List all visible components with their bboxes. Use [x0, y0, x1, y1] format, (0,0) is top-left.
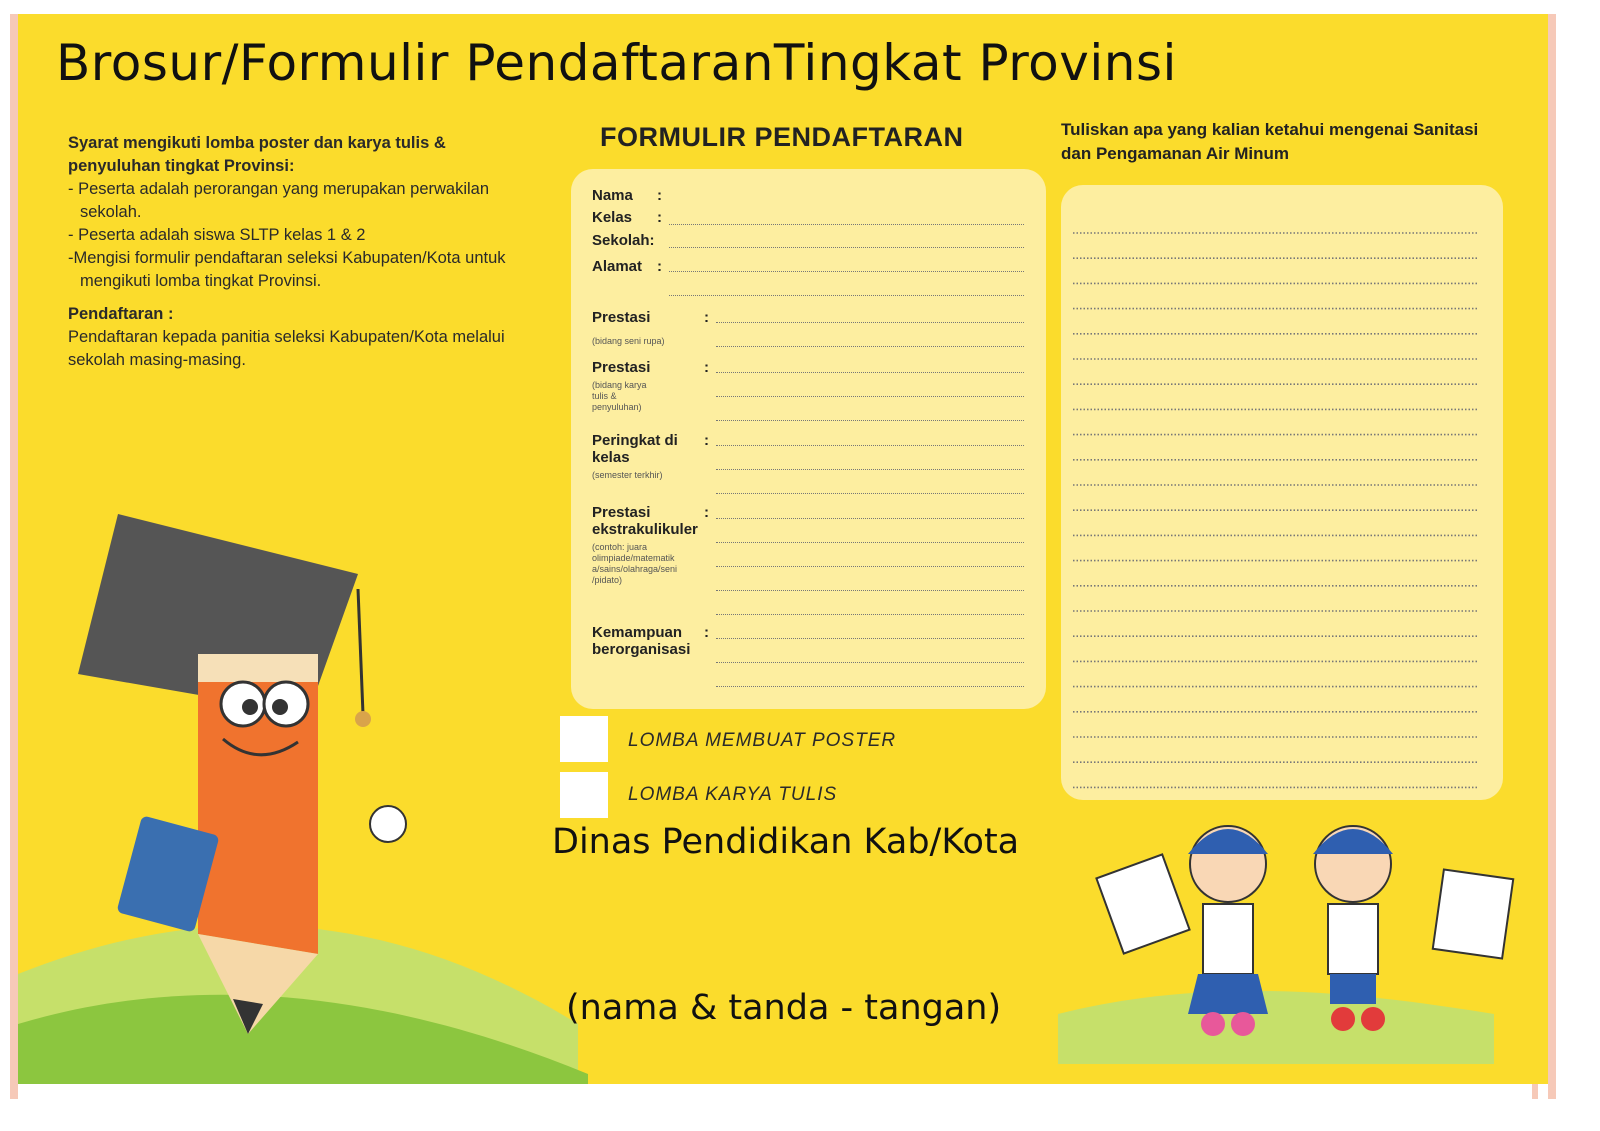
- field-label-sekolah: Sekolah:: [592, 232, 655, 249]
- peringkat-input-line[interactable]: [716, 445, 1024, 446]
- field-label-ekstra: [592, 504, 707, 586]
- registration-heading: Pendaftaran :: [68, 305, 174, 323]
- colon: :: [704, 624, 709, 641]
- field-label-nama: Nama: [592, 187, 633, 204]
- field-label-peringkat: [592, 432, 697, 481]
- page-title: Brosur/Formulir PendaftaranTingkat Provinsi: [56, 34, 1177, 92]
- prestasi-seni-note: (bidang seni rupa): [592, 336, 665, 346]
- prestasi-tulis-label: Prestasi: [592, 359, 651, 376]
- signature-label: (nama & tanda - tangan): [566, 988, 1002, 1028]
- prestasi-seni-input-line-2[interactable]: [716, 346, 1024, 347]
- colon: :: [704, 504, 709, 521]
- registration-text: Pendaftaran kepada panitia seleksi Kabupaten/Kota melalui sekolah masing-masing.: [68, 328, 505, 369]
- field-label-prestasi-tulis: [592, 359, 664, 413]
- peringkat-input-line-2[interactable]: [716, 469, 1024, 470]
- right-border-outer: [1548, 14, 1556, 1099]
- registration-form: [571, 169, 1046, 709]
- requirements-list: [68, 178, 538, 293]
- colon: :: [657, 209, 662, 226]
- prestasi-tulis-input-line[interactable]: [716, 372, 1024, 373]
- ekstra-input-line[interactable]: [716, 518, 1024, 519]
- brochure: [18, 14, 1548, 1084]
- colon: :: [704, 359, 709, 376]
- field-label-organisasi: Kemampuan berorganisasi: [592, 624, 691, 658]
- ekstra-input-line-5[interactable]: [716, 614, 1024, 615]
- prestasi-seni-label: Prestasi: [592, 309, 651, 326]
- requirements-section: [68, 132, 538, 372]
- requirements-heading: Syarat mengikuti lomba poster dan karya tulis & penyuluhan tingkat Provinsi:: [68, 134, 446, 175]
- alamat-input-line[interactable]: [669, 271, 1024, 272]
- ekstra-input-line-4[interactable]: [716, 590, 1024, 591]
- form-title: FORMULIR PENDAFTARAN: [600, 122, 964, 152]
- colon: :: [657, 187, 662, 204]
- sekolah-input-line[interactable]: [669, 247, 1024, 248]
- essay-panel: [1061, 185, 1503, 800]
- field-label-alamat: Alamat: [592, 258, 643, 275]
- left-border: [10, 14, 18, 1099]
- checkbox-karya-tulis[interactable]: [560, 772, 608, 818]
- requirement-item: -Mengisi formulir pendaftaran seleksi Kabupaten/Kota untuk mengikuti lomba tingkat Provinsi.: [68, 249, 506, 290]
- colon: :: [657, 258, 662, 275]
- alamat-input-line-2[interactable]: [669, 295, 1024, 296]
- peringkat-label: Peringkat di kelas: [592, 432, 678, 466]
- ekstra-input-line-2[interactable]: [716, 542, 1024, 543]
- essay-lines: [1061, 185, 1503, 800]
- ekstra-note: (contoh: juara olimpiade/matematik a/sains/olahraga/seni /pidato): [592, 542, 678, 585]
- peringkat-note: (semester terkhir): [592, 470, 663, 480]
- option-karya-tulis-label: LOMBA KARYA TULIS: [628, 784, 838, 805]
- organisasi-input-line-3[interactable]: [716, 686, 1024, 687]
- ekstra-input-line-3[interactable]: [716, 566, 1024, 567]
- requirement-item: - Peserta adalah siswa SLTP kelas 1 & 2: [68, 226, 366, 244]
- field-label-kelas: Kelas: [592, 209, 633, 226]
- organisasi-input-line[interactable]: [716, 638, 1024, 639]
- checkbox-poster[interactable]: [560, 716, 608, 762]
- organisasi-input-line-2[interactable]: [716, 662, 1024, 663]
- dinas-label: Dinas Pendidikan Kab/Kota: [552, 822, 1020, 862]
- option-poster-label: LOMBA MEMBUAT POSTER: [628, 730, 897, 751]
- essay-heading: Tuliskan apa yang kalian ketahui mengenai Sanitasi dan Pengamanan Air Minum: [1061, 120, 1479, 163]
- peringkat-input-line-3[interactable]: [716, 493, 1024, 494]
- prestasi-seni-input-line[interactable]: [716, 322, 1024, 323]
- prestasi-tulis-input-line-3[interactable]: [716, 420, 1024, 421]
- ekstra-label: Prestasi ekstrakulikuler: [592, 504, 698, 538]
- nama-kelas-input-line[interactable]: [669, 224, 1024, 225]
- prestasi-tulis-note: (bidang karya tulis & penyuluhan): [592, 380, 647, 412]
- colon: :: [704, 309, 709, 326]
- requirement-item: - Peserta adalah perorangan yang merupakan perwakilan sekolah.: [68, 180, 490, 221]
- colon: :: [704, 432, 709, 449]
- field-label-prestasi-seni: [592, 309, 702, 347]
- prestasi-tulis-input-line-2[interactable]: [716, 396, 1024, 397]
